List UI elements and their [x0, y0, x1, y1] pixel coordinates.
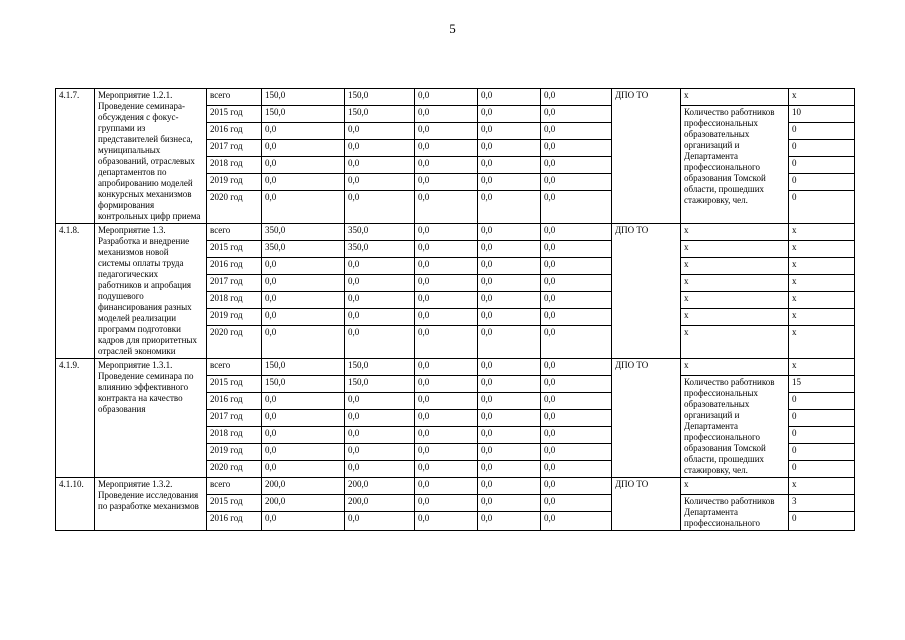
amount-cell: 0,0: [262, 157, 345, 174]
program-table: [55, 88, 855, 531]
agency-cell: ДПО ТО: [612, 224, 681, 359]
amount-cell: 200,0: [345, 478, 415, 495]
indicator-value-cell: 0: [789, 393, 855, 410]
indicator-text-cell: Количество работников профессиональных образовательных организаций и Департамента профессионального образования Томской области, прошедших стажировку, чел.: [681, 376, 789, 478]
amount-cell: 350,0: [345, 224, 415, 241]
indicator-value-cell: x: [789, 359, 855, 376]
amount-cell: 0,0: [415, 478, 478, 495]
amount-cell: 0,0: [262, 512, 345, 531]
amount-cell: 0,0: [541, 359, 612, 376]
indicator-x-cell: x: [681, 292, 789, 309]
amount-cell: 0,0: [262, 174, 345, 191]
section-title-cell: Мероприятие 1.3. Разработка и внедрение механизмов новой системы оплаты труда педагогических работников и апробация подушевого финансирования разных моделей реализации программ подготовки кадров для приоритетных отраслей экономики: [95, 224, 207, 359]
amount-cell: 150,0: [345, 376, 415, 393]
indicator-value-cell: 0: [789, 427, 855, 444]
amount-cell: 0,0: [345, 461, 415, 478]
amount-cell: 0,0: [415, 140, 478, 157]
amount-cell: 0,0: [345, 444, 415, 461]
amount-cell: 0,0: [478, 157, 541, 174]
amount-cell: 0,0: [262, 461, 345, 478]
amount-cell: 0,0: [415, 191, 478, 224]
amount-cell: 0,0: [345, 275, 415, 292]
amount-cell: 200,0: [262, 478, 345, 495]
indicator-value-cell: 0: [789, 444, 855, 461]
amount-cell: 0,0: [262, 292, 345, 309]
amount-cell: 350,0: [262, 241, 345, 258]
amount-cell: 0,0: [541, 106, 612, 123]
period-cell: 2015 год: [207, 106, 262, 123]
amount-cell: 0,0: [541, 376, 612, 393]
period-cell: всего: [207, 224, 262, 241]
indicator-value-cell: 0: [789, 157, 855, 174]
table-section: [56, 478, 855, 531]
period-cell: всего: [207, 89, 262, 106]
indicator-text-cell: Количество работников Департамента профессионального: [681, 495, 789, 531]
amount-cell: 0,0: [541, 326, 612, 359]
period-cell: 2019 год: [207, 174, 262, 191]
agency-cell: ДПО ТО: [612, 478, 681, 531]
amount-cell: 0,0: [478, 495, 541, 512]
period-cell: 2019 год: [207, 309, 262, 326]
amount-cell: 150,0: [262, 106, 345, 123]
amount-cell: 0,0: [478, 359, 541, 376]
indicator-value-cell: 0: [789, 174, 855, 191]
amount-cell: 0,0: [415, 106, 478, 123]
indicator-x-cell: x: [681, 326, 789, 359]
amount-cell: 0,0: [262, 140, 345, 157]
amount-cell: 0,0: [478, 376, 541, 393]
amount-cell: 0,0: [415, 495, 478, 512]
amount-cell: 0,0: [262, 410, 345, 427]
amount-cell: 0,0: [541, 292, 612, 309]
period-cell: 2016 год: [207, 512, 262, 531]
amount-cell: 0,0: [478, 258, 541, 275]
amount-cell: 0,0: [541, 410, 612, 427]
amount-cell: 0,0: [345, 512, 415, 531]
indicator-text-cell: Количество работников профессиональных образовательных организаций и Департамента профессионального образования Томской области, прошедших стажировку, чел.: [681, 106, 789, 224]
amount-cell: 0,0: [415, 444, 478, 461]
amount-cell: 0,0: [415, 410, 478, 427]
period-cell: 2018 год: [207, 157, 262, 174]
table-section: [56, 89, 855, 224]
period-cell: 2018 год: [207, 427, 262, 444]
section-number-cell: 4.1.10.: [56, 478, 95, 531]
amount-cell: 0,0: [262, 275, 345, 292]
indicator-x-cell: x: [681, 89, 789, 106]
period-cell: 2016 год: [207, 258, 262, 275]
amount-cell: 0,0: [541, 123, 612, 140]
amount-cell: 0,0: [541, 393, 612, 410]
amount-cell: 0,0: [541, 461, 612, 478]
amount-cell: 0,0: [345, 326, 415, 359]
amount-cell: 0,0: [415, 427, 478, 444]
section-number-cell: 4.1.9.: [56, 359, 95, 478]
amount-cell: 0,0: [478, 410, 541, 427]
amount-cell: 0,0: [415, 461, 478, 478]
amount-cell: 0,0: [478, 444, 541, 461]
amount-cell: 150,0: [262, 359, 345, 376]
amount-cell: 0,0: [262, 326, 345, 359]
page-number: 5: [449, 21, 456, 36]
amount-cell: 0,0: [478, 393, 541, 410]
section-title-cell: Мероприятие 1.2.1. Проведение семинара-обсуждения с фокус-группами из представителей бизнеса, муниципальных образований, отраслевых департаментов по апробированию моделей конкурсных механизмов формирования контрольных цифр приема: [95, 89, 207, 224]
indicator-value-cell: 0: [789, 140, 855, 157]
amount-cell: 0,0: [541, 140, 612, 157]
amount-cell: 0,0: [345, 410, 415, 427]
amount-cell: 0,0: [478, 224, 541, 241]
amount-cell: 0,0: [415, 258, 478, 275]
amount-cell: 150,0: [345, 89, 415, 106]
indicator-value-cell: x: [789, 258, 855, 275]
amount-cell: 0,0: [345, 140, 415, 157]
amount-cell: 0,0: [262, 309, 345, 326]
period-cell: 2018 год: [207, 292, 262, 309]
amount-cell: 0,0: [262, 258, 345, 275]
indicator-value-cell: 0: [789, 123, 855, 140]
amount-cell: 0,0: [345, 309, 415, 326]
amount-cell: 350,0: [262, 224, 345, 241]
amount-cell: 0,0: [415, 393, 478, 410]
period-cell: 2019 год: [207, 444, 262, 461]
amount-cell: 0,0: [345, 393, 415, 410]
agency-cell: ДПО ТО: [612, 359, 681, 478]
amount-cell: 0,0: [541, 191, 612, 224]
amount-cell: 0,0: [541, 478, 612, 495]
amount-cell: 0,0: [345, 292, 415, 309]
indicator-x-cell: x: [681, 275, 789, 292]
amount-cell: 0,0: [541, 241, 612, 258]
amount-cell: 350,0: [345, 241, 415, 258]
amount-cell: 0,0: [478, 275, 541, 292]
indicator-x-cell: x: [681, 241, 789, 258]
period-cell: 2016 год: [207, 123, 262, 140]
period-cell: 2017 год: [207, 275, 262, 292]
amount-cell: 0,0: [415, 241, 478, 258]
indicator-value-cell: x: [789, 89, 855, 106]
table-section: [56, 359, 855, 478]
section-title-cell: Мероприятие 1.3.1. Проведение семинара по влиянию эффективного контракта на качество образования: [95, 359, 207, 478]
indicator-x-cell: x: [681, 258, 789, 275]
period-cell: 2015 год: [207, 376, 262, 393]
table-section: [56, 224, 855, 359]
amount-cell: 0,0: [345, 123, 415, 140]
indicator-value-cell: 0: [789, 191, 855, 224]
amount-cell: 150,0: [262, 376, 345, 393]
period-cell: 2016 год: [207, 393, 262, 410]
amount-cell: 0,0: [478, 326, 541, 359]
period-cell: 2020 год: [207, 461, 262, 478]
amount-cell: 0,0: [415, 512, 478, 531]
amount-cell: 0,0: [415, 123, 478, 140]
amount-cell: 0,0: [415, 359, 478, 376]
amount-cell: 0,0: [541, 224, 612, 241]
period-cell: 2015 год: [207, 241, 262, 258]
indicator-value-cell: x: [789, 292, 855, 309]
amount-cell: 0,0: [541, 157, 612, 174]
amount-cell: 0,0: [262, 427, 345, 444]
amount-cell: 0,0: [541, 174, 612, 191]
amount-cell: 0,0: [415, 376, 478, 393]
period-cell: 2015 год: [207, 495, 262, 512]
period-cell: 2020 год: [207, 326, 262, 359]
indicator-value-cell: x: [789, 478, 855, 495]
amount-cell: 0,0: [541, 89, 612, 106]
period-cell: 2017 год: [207, 140, 262, 157]
amount-cell: 0,0: [478, 309, 541, 326]
amount-cell: 0,0: [478, 427, 541, 444]
indicator-value-cell: 3: [789, 495, 855, 512]
indicator-value-cell: x: [789, 326, 855, 359]
amount-cell: 0,0: [478, 461, 541, 478]
amount-cell: 0,0: [345, 157, 415, 174]
amount-cell: 0,0: [478, 174, 541, 191]
amount-cell: 0,0: [262, 191, 345, 224]
amount-cell: 0,0: [415, 157, 478, 174]
amount-cell: 0,0: [478, 241, 541, 258]
indicator-value-cell: 0: [789, 461, 855, 478]
indicator-value-cell: 0: [789, 410, 855, 427]
indicator-value-cell: x: [789, 224, 855, 241]
indicator-value-cell: 0: [789, 512, 855, 531]
amount-cell: 0,0: [541, 427, 612, 444]
indicator-value-cell: x: [789, 275, 855, 292]
section-number-cell: 4.1.8.: [56, 224, 95, 359]
amount-cell: 0,0: [415, 309, 478, 326]
amount-cell: 150,0: [345, 106, 415, 123]
indicator-value-cell: 10: [789, 106, 855, 123]
indicator-x-cell: x: [681, 478, 789, 495]
amount-cell: 0,0: [478, 478, 541, 495]
amount-cell: 0,0: [345, 258, 415, 275]
indicator-x-cell: x: [681, 224, 789, 241]
period-cell: 2020 год: [207, 191, 262, 224]
amount-cell: 0,0: [541, 309, 612, 326]
amount-cell: 200,0: [262, 495, 345, 512]
amount-cell: 0,0: [415, 224, 478, 241]
amount-cell: 0,0: [415, 326, 478, 359]
indicator-value-cell: x: [789, 309, 855, 326]
amount-cell: 0,0: [415, 174, 478, 191]
amount-cell: 0,0: [478, 140, 541, 157]
amount-cell: 0,0: [478, 89, 541, 106]
amount-cell: 0,0: [478, 106, 541, 123]
amount-cell: 0,0: [541, 258, 612, 275]
amount-cell: 0,0: [541, 495, 612, 512]
amount-cell: 150,0: [262, 89, 345, 106]
amount-cell: 0,0: [541, 512, 612, 531]
section-title-cell: Мероприятие 1.3.2. Проведение исследования по разработке механизмов: [95, 478, 207, 531]
indicator-value-cell: x: [789, 241, 855, 258]
amount-cell: 0,0: [262, 393, 345, 410]
period-cell: всего: [207, 478, 262, 495]
amount-cell: 0,0: [415, 292, 478, 309]
amount-cell: 0,0: [478, 512, 541, 531]
amount-cell: 0,0: [415, 275, 478, 292]
section-number-cell: 4.1.7.: [56, 89, 95, 224]
amount-cell: 0,0: [262, 123, 345, 140]
amount-cell: 0,0: [478, 123, 541, 140]
amount-cell: 0,0: [262, 444, 345, 461]
amount-cell: 0,0: [345, 174, 415, 191]
amount-cell: 200,0: [345, 495, 415, 512]
amount-cell: 0,0: [345, 427, 415, 444]
amount-cell: 0,0: [541, 444, 612, 461]
period-cell: 2017 год: [207, 410, 262, 427]
amount-cell: 0,0: [415, 89, 478, 106]
amount-cell: 0,0: [541, 275, 612, 292]
amount-cell: 0,0: [478, 292, 541, 309]
amount-cell: 0,0: [478, 191, 541, 224]
period-cell: всего: [207, 359, 262, 376]
indicator-x-cell: x: [681, 359, 789, 376]
indicator-value-cell: 15: [789, 376, 855, 393]
amount-cell: 0,0: [345, 191, 415, 224]
indicator-x-cell: x: [681, 309, 789, 326]
amount-cell: 150,0: [345, 359, 415, 376]
agency-cell: ДПО ТО: [612, 89, 681, 224]
